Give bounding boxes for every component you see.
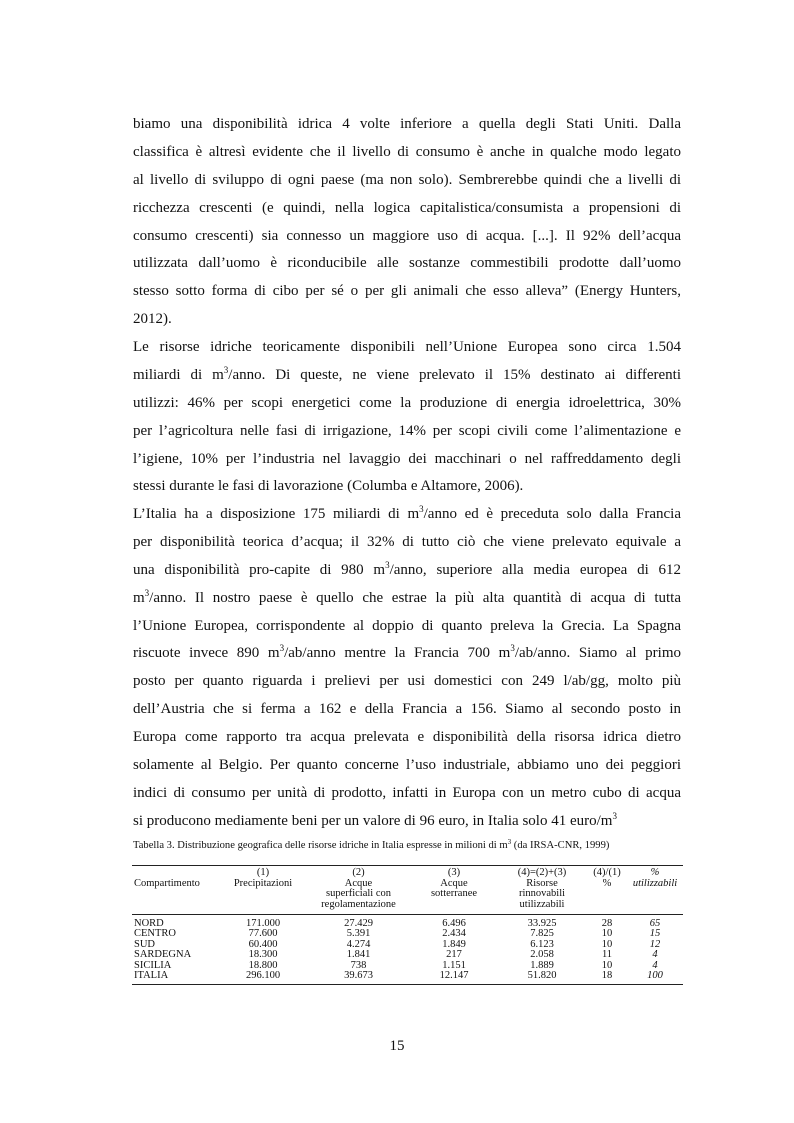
table-cell: 28 bbox=[601, 918, 613, 929]
table-cell: 1.849 bbox=[442, 938, 466, 950]
superscript: 3 bbox=[385, 559, 390, 570]
superscript: 3 bbox=[144, 587, 150, 598]
table-cell: 18 bbox=[587, 971, 627, 985]
table-cell: SARDEGNA bbox=[134, 949, 192, 961]
table-cell: NORD bbox=[134, 918, 164, 929]
text-line: solamente al Belgio. Per quanto concerne l’uso industriale, abbiamo uno dei peggiori bbox=[133, 757, 681, 774]
text-segment: si producono mediamente beni per un valore di 96 euro, in Italia solo 41 euro/m bbox=[133, 812, 613, 829]
table-cell: ITALIA bbox=[132, 971, 220, 985]
text-segment: /ab/anno mentre la Francia 700 m bbox=[284, 645, 511, 662]
header-percent-ratio: (4)/(1) % bbox=[587, 866, 627, 915]
table-cell: 10 bbox=[601, 928, 613, 940]
header-precipitazioni: (1) Precipitazioni bbox=[220, 866, 306, 915]
text-line: Europa come rapporto tra acqua prelevata e disponibilità della risorsa idrica dietro bbox=[133, 729, 681, 746]
text-line: per disponibilità teorica d’acqua; il 32% di tutto ciò che viene prelevato equivale a bbox=[133, 533, 681, 550]
text-line: stesso sotto forma di cibo per sé o per gli animali che esso alleva” (Energy Hunters, bbox=[133, 283, 681, 300]
table-cell: 4 bbox=[652, 949, 658, 961]
text-line bbox=[133, 557, 681, 585]
table-cell: 12.147 bbox=[411, 971, 497, 985]
table-cell: 1.151 bbox=[442, 959, 466, 971]
text-line: posto per quanto riguarda i prelievi per usi domestici con 249 l/ab/gg, molto più bbox=[133, 673, 681, 690]
text-line bbox=[133, 640, 681, 668]
text-line: indici di consumo per unità di prodotto, infatti in Europa con un metro cubo di acqua bbox=[133, 784, 681, 801]
table-cell: 15 bbox=[649, 928, 661, 940]
table-cell: 7.825 bbox=[530, 928, 554, 940]
table-cell: 12 bbox=[649, 938, 661, 950]
text-line: stessi durante le fasi di lavorazione (Columba e Altamore, 2006). bbox=[133, 478, 524, 495]
text-line: Le risorse idriche teoricamente disponibili nell’Unione Europea sono circa 1.504 bbox=[133, 339, 681, 355]
text-segment: /ab/anno. Siamo al primo bbox=[514, 645, 681, 662]
table-cell: 217 bbox=[446, 949, 462, 961]
text-line: biamo una disponibilità idrica 4 volte inferiore a quella degli Stati Uniti. Dalla bbox=[133, 116, 681, 132]
page-number: 15 bbox=[389, 1038, 405, 1054]
text-segment: miliardi di m bbox=[133, 366, 224, 383]
table-cell: 738 bbox=[350, 959, 367, 971]
table-cell: 51.820 bbox=[497, 971, 587, 985]
header-percent-utilizzabili: % utilizzabili bbox=[627, 866, 683, 915]
text-line bbox=[133, 808, 681, 836]
text-segment: una disponibilità pro-capite di 980 m bbox=[133, 561, 386, 578]
table-cell: 1.841 bbox=[346, 949, 371, 961]
header-acque-superficiali: (2) Acque superficiali con regolamentazione bbox=[306, 866, 411, 915]
table-cell: 2.058 bbox=[530, 949, 554, 961]
table-cell: 65 bbox=[649, 918, 661, 929]
table-caption bbox=[133, 840, 693, 851]
table-cell: 39.673 bbox=[306, 971, 411, 985]
text-segment: m bbox=[133, 589, 145, 606]
table-row-sardegna bbox=[132, 950, 683, 960]
superscript: 3 bbox=[419, 504, 424, 514]
table-cell: 18.800 bbox=[248, 959, 278, 971]
table-cell: 10 bbox=[601, 938, 613, 950]
table-cell: 33.925 bbox=[527, 918, 557, 929]
text-line: al livello di sviluppo di ogni paese (ma non solo). Sembrerebbe quindi che a livelli di bbox=[133, 171, 681, 188]
table-cell: 77.600 bbox=[248, 928, 278, 940]
water-resources-table bbox=[132, 865, 683, 985]
table-cell: 4 bbox=[652, 959, 658, 971]
table-cell: 11 bbox=[601, 949, 613, 961]
header-risorse-rinnovabili: (4)=(2)+(3) Risorse rinnovabili utilizzabili bbox=[497, 866, 587, 915]
header-compartimento: Compartimento bbox=[132, 866, 220, 915]
table-cell: 171.000 bbox=[245, 918, 281, 929]
text-line: utilizzi: 46% per scopi energetici come la produzione di energia idroelettrica, 30% bbox=[133, 394, 681, 411]
text-segment: /anno, superiore alla media europea di 612 bbox=[389, 561, 681, 578]
table-cell: 100 bbox=[627, 971, 683, 985]
caption-source: (da IRSA-CNR, 1999) bbox=[511, 840, 610, 851]
text-line: utilizzata dall’uomo è riconducibile alle sostanze commestibili prodotte dall’uomo bbox=[133, 255, 681, 272]
table-cell: 296.100 bbox=[220, 971, 306, 985]
table-cell: CENTRO bbox=[134, 928, 176, 940]
paragraph-italy-water-resources bbox=[133, 501, 681, 836]
caption-text: Tabella 3. Distribuzione geografica delle risorse idriche in Italia espresse in milioni di m bbox=[133, 840, 508, 851]
paragraph-quote-end bbox=[133, 111, 681, 334]
text-line bbox=[133, 362, 681, 390]
table-cell: 4.274 bbox=[346, 938, 371, 950]
table-cell: SUD bbox=[134, 938, 156, 950]
text-line bbox=[133, 501, 681, 529]
table-cell: 5.391 bbox=[346, 928, 371, 940]
caption-superscript: 3 bbox=[507, 838, 512, 846]
header-acque-sotterranee: (3) Acque sotterranee bbox=[411, 866, 497, 915]
table-cell: 60.400 bbox=[248, 938, 278, 950]
text-segment: riscuote invece 890 m bbox=[133, 645, 280, 662]
text-segment: /anno ed è preceduta solo dalla Francia bbox=[423, 506, 681, 522]
table-cell: SICILIA bbox=[134, 959, 172, 971]
table-body bbox=[132, 915, 683, 985]
table-cell: 1.889 bbox=[530, 959, 554, 971]
text-line: consumo crescenti) sia connesso un maggiore uso di acqua. [...]. Il 92% dell’acqua bbox=[133, 227, 681, 244]
text-line: per l’agricoltura nelle fasi di irrigazione, 14% per scopi civili come l’alimentazione e bbox=[133, 422, 681, 439]
text-line: ricchezza crescenti (e quindi, nella logica capitalistica/consumista a propensioni di bbox=[133, 199, 681, 216]
text-line bbox=[133, 585, 681, 613]
table-row-sud bbox=[132, 940, 683, 950]
text-line: dell’Austria che si ferma a 162 e della Francia a 156. Siamo al secondo posto in bbox=[133, 701, 681, 718]
table-cell: 6.123 bbox=[530, 938, 554, 950]
text-segment: /anno. Di queste, ne viene prelevato il 15% destinato ai differenti bbox=[228, 366, 681, 383]
text-segment: /anno. Il nostro paese è quello che estrae la più alta quantità di acqua di tutta bbox=[149, 589, 681, 606]
text-line: classifica è altresì evidente che il livello di consumo è anche in qualche modo legato bbox=[133, 143, 681, 160]
text-line: l’igiene, 10% per l’industria nel lavaggio dei macchinari o nel raffreddamento degli bbox=[133, 450, 681, 467]
paragraph-eu-water-resources bbox=[133, 334, 681, 501]
table-cell: 6.496 bbox=[442, 918, 466, 929]
table-cell: 18.300 bbox=[248, 949, 278, 961]
superscript: 3 bbox=[223, 364, 229, 375]
superscript: 3 bbox=[612, 810, 617, 821]
text-segment: L’Italia ha a disposizione 175 miliardi di m bbox=[133, 506, 420, 522]
table-cell: 27.429 bbox=[344, 918, 373, 929]
table-row-centro bbox=[132, 929, 683, 939]
table-row-nord bbox=[132, 915, 683, 930]
text-line: 2012). bbox=[133, 311, 172, 328]
table-cell: 2.434 bbox=[442, 928, 466, 940]
table-row-italia bbox=[132, 971, 683, 985]
table-cell: 10 bbox=[601, 959, 613, 971]
text-line: l’Unione Europea, corrispondente al doppio di quanto preleva la Grecia. La Spagna bbox=[133, 617, 681, 634]
table-header-row bbox=[132, 866, 683, 915]
table-row-sicilia bbox=[132, 961, 683, 971]
superscript: 3 bbox=[510, 643, 515, 654]
superscript: 3 bbox=[279, 643, 285, 654]
